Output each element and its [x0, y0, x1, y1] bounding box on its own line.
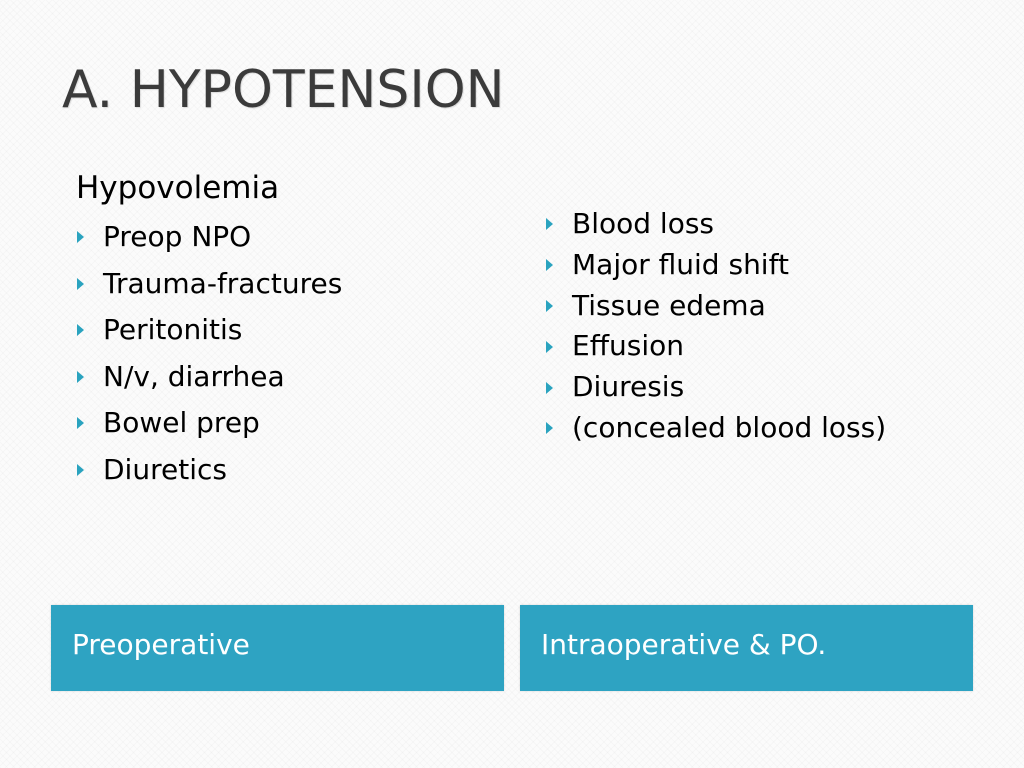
list-item: [76, 307, 496, 354]
list-item-text: Diuretics: [103, 452, 227, 486]
list-item: [545, 286, 985, 327]
triangle-bullet-icon: [77, 278, 84, 290]
intraoperative-label: Intraoperative & PO.: [541, 628, 827, 661]
list-item: [76, 400, 496, 447]
list-item-text: Tissue edema: [572, 288, 766, 322]
triangle-bullet-icon: [546, 382, 553, 394]
triangle-bullet-icon: [77, 371, 84, 383]
list-item-text: N/v, diarrhea: [103, 359, 285, 393]
list-item-text: Trauma-fractures: [103, 266, 343, 300]
list-item: [545, 367, 985, 408]
list-item: [545, 204, 985, 245]
right-column: [545, 204, 985, 449]
preoperative-label: Preoperative: [72, 628, 250, 661]
triangle-bullet-icon: [77, 324, 84, 336]
triangle-bullet-icon: [546, 259, 553, 271]
list-item: [76, 447, 496, 494]
list-item-text: (concealed blood loss): [572, 410, 887, 444]
list-item: [76, 354, 496, 401]
list-item-text: Peritonitis: [103, 313, 243, 346]
list-item-text: Blood loss: [572, 207, 715, 240]
list-item: [545, 245, 985, 286]
left-column-heading: Hypovolemia: [76, 170, 280, 206]
list-item: [76, 261, 496, 308]
triangle-bullet-icon: [546, 422, 553, 434]
list-item: [545, 326, 985, 367]
triangle-bullet-icon: [77, 231, 84, 243]
left-column: [76, 164, 496, 493]
triangle-bullet-icon: [546, 300, 553, 312]
list-item: [545, 408, 985, 449]
list-item-text: Bowel prep: [103, 406, 260, 439]
list-item: [76, 214, 496, 261]
triangle-bullet-icon: [77, 464, 84, 476]
list-item-text: Major fluid shift: [572, 247, 789, 281]
triangle-bullet-icon: [546, 218, 553, 230]
slide-title: A. HYPOTENSION: [62, 60, 505, 120]
intraoperative-label-box: [520, 605, 973, 691]
list-item-text: Preop NPO: [103, 220, 252, 253]
triangle-bullet-icon: [77, 417, 84, 429]
preoperative-label-box: [51, 605, 504, 691]
list-item-text: Diuresis: [572, 370, 685, 404]
right-bullet-list: [545, 204, 985, 449]
left-bullet-list: [76, 214, 496, 493]
list-item-text: Effusion: [572, 329, 684, 363]
triangle-bullet-icon: [546, 341, 553, 353]
